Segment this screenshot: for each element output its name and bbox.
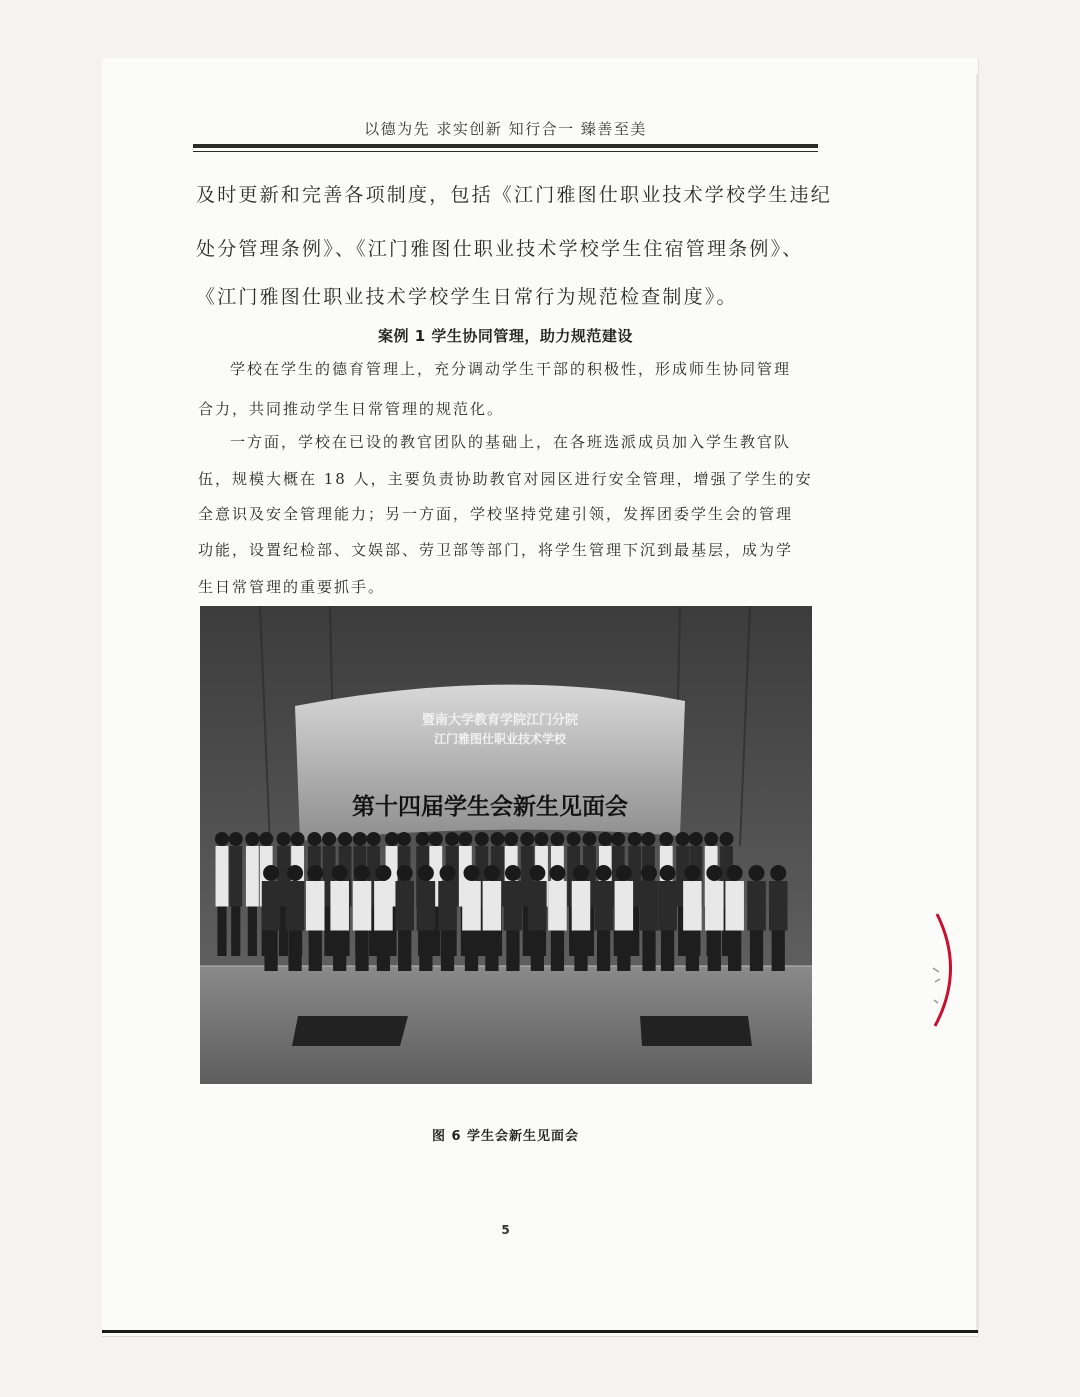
intro-line: 及时更新和完善各项制度，包括《江门雅图仕职业技术学校学生违纪 [196, 184, 833, 206]
case-title: 案例 1 学生协同管理，助力规范建设 [378, 327, 633, 345]
screen-line-1: 暨南大学教育学院江门分院 [421, 713, 579, 728]
screen-line-2: 江门雅图仕职业技术学校 [433, 732, 567, 746]
intro-line: 处分管理条例》、《江门雅图仕职业技术学校学生住宿管理条例》、 [196, 238, 804, 260]
case-paragraph-line: 功能，设置纪检部、文娱部、劳卫部等部门，将学生管理下沉到最基层，成为学 [198, 541, 794, 559]
screen-title: 第十四届学生会新生见面会 [352, 793, 628, 820]
intro-line: 《江门雅图仕职业技术学校学生日常行为规范检查制度》。 [196, 286, 738, 308]
red-seal-mark [925, 910, 965, 1030]
case-paragraph-line: 伍，规模大概在 18 人，主要负责协助教官对园区进行安全管理，增强了学生的安 [198, 470, 813, 488]
case-paragraph-line: 学校在学生的德育管理上，充分调动学生干部的积极性，形成师生协同管理 [230, 360, 792, 378]
group-photo [200, 606, 812, 1084]
stage-speaker-left [292, 1016, 408, 1046]
stage-speaker-right [640, 1016, 752, 1046]
scan-bottom-edge [102, 1330, 978, 1333]
figure-caption: 图 6 学生会新生见面会 [431, 1129, 580, 1144]
page-number: 5 [501, 1223, 510, 1237]
case-paragraph-line: 合力，共同推动学生日常管理的规范化。 [198, 400, 505, 418]
header-motto: 以德为先 求实创新 知行合一 臻善至美 [364, 120, 647, 138]
header-rule-thick [193, 144, 818, 148]
case-paragraph-line: 一方面，学校在已设的教官团队的基础上，在各班选派成员加入学生教官队 [230, 433, 792, 451]
page-edge [976, 74, 978, 1330]
case-paragraph-line: 全意识及安全管理能力；另一方面，学校坚持党建引领，发挥团委学生会的管理 [198, 505, 794, 523]
case-paragraph-line: 生日常管理的重要抓手。 [198, 578, 386, 596]
header-rule-thin [193, 151, 818, 152]
